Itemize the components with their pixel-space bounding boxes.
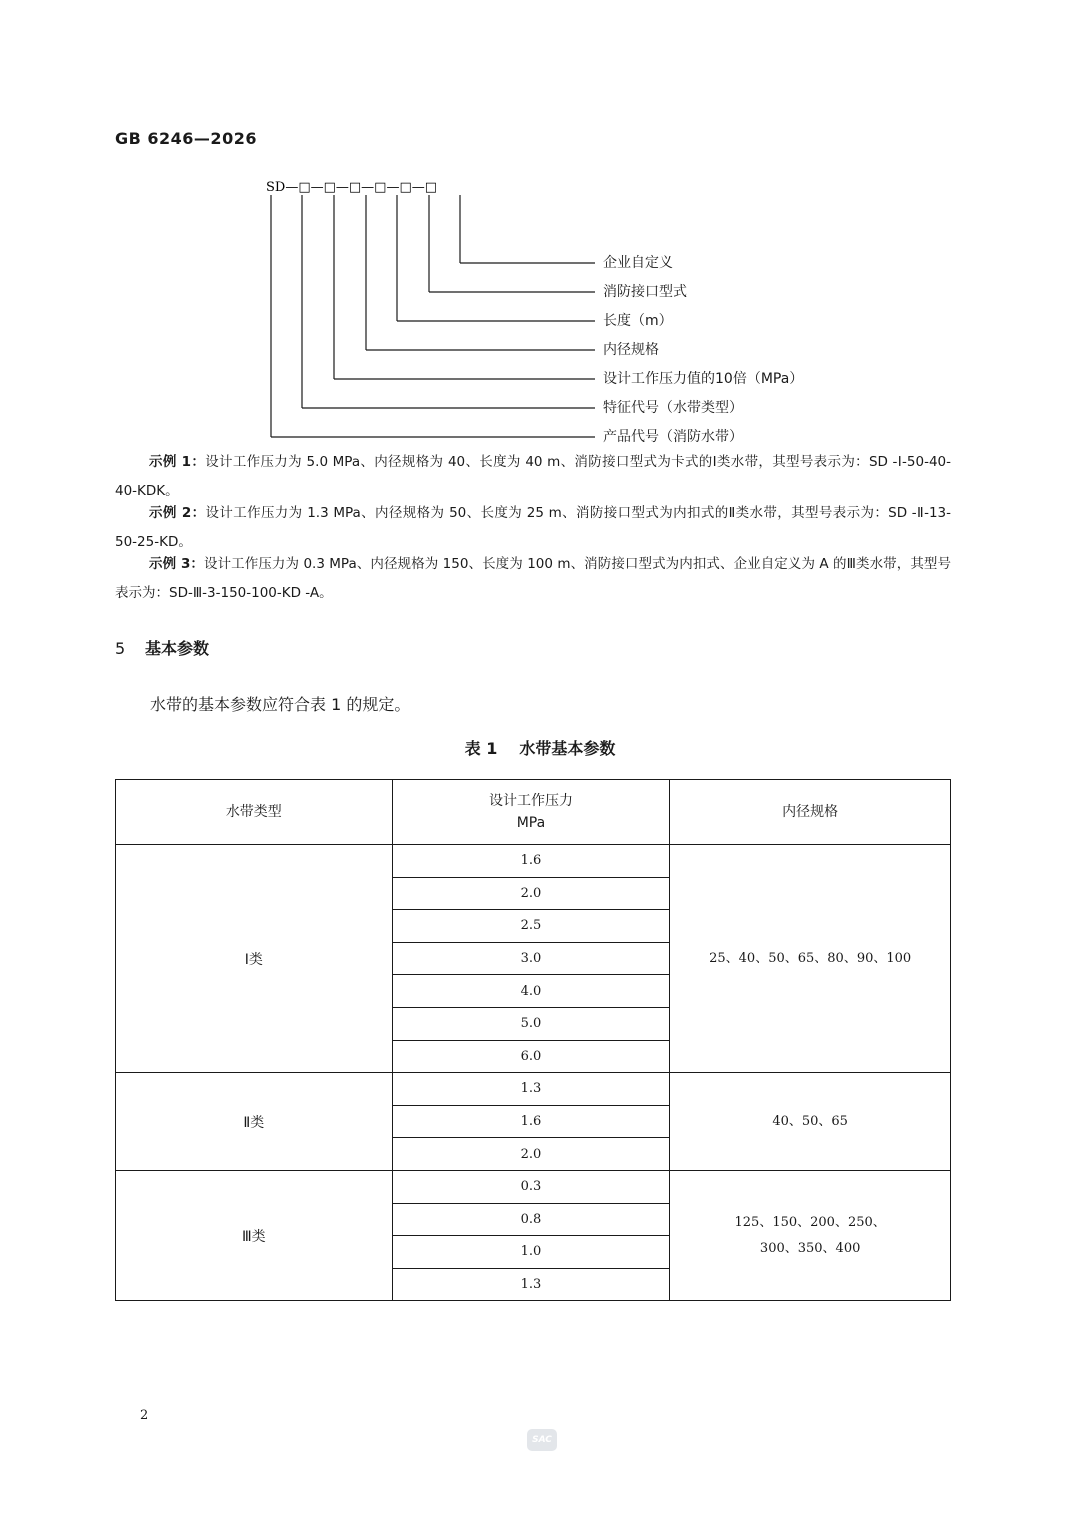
header-type: 水带类型 (116, 780, 393, 845)
standard-number: GB 6246—2026 (115, 129, 257, 148)
header-pressure (392, 780, 670, 845)
table-row (116, 1073, 951, 1106)
example-2 (115, 499, 951, 557)
cell-pressure: 0.8 (392, 1203, 670, 1236)
example-1-lead: 示例 1： (149, 454, 206, 470)
cell-pressure: 1.3 (392, 1073, 670, 1106)
sac-logo: SAC (527, 1429, 557, 1451)
cell-pressure: 2.0 (392, 1138, 670, 1171)
diameter-line: 125、150、200、250、 (734, 1214, 886, 1230)
example-2-lead: 示例 2： (149, 505, 206, 521)
example-1 (115, 448, 951, 506)
section-intro: 水带的基本参数应符合表 1 的规定。 (150, 695, 411, 714)
cell-pressure: 2.0 (392, 877, 670, 910)
cell-diameter (670, 1170, 951, 1300)
cell-pressure: 3.0 (392, 942, 670, 975)
table-caption-title: 水带基本参数 (519, 739, 616, 758)
page-number: 2 (140, 1408, 149, 1423)
table-body (116, 845, 951, 1301)
example-3-lead: 示例 3： (149, 556, 204, 572)
table-row (116, 845, 951, 878)
label-pressure: 设计工作压力值的10倍（MPa） (603, 371, 804, 387)
example-2-text: 设计工作压力为 1.3 MPa、内径规格为 50、长度为 25 m、消防接口型式为内扣式的Ⅱ类水带，其型号表示为：SD -Ⅱ-13-50-25-KD。 (115, 505, 951, 550)
cell-pressure: 4.0 (392, 975, 670, 1008)
diameter-line: 25、40、50、65、80、90、100 (709, 950, 912, 966)
cell-hose-type: Ⅰ类 (116, 845, 393, 1073)
cell-pressure: 5.0 (392, 1007, 670, 1040)
model-code-text: SD—□—□—□—□—□—□ (266, 180, 438, 195)
cell-pressure: 1.0 (392, 1236, 670, 1269)
label-length: 长度（m） (603, 313, 673, 329)
table-row (116, 1170, 951, 1203)
label-product: 产品代号（消防水带） (603, 429, 743, 445)
diameter-line: 300、350、400 (759, 1240, 861, 1256)
cell-pressure: 6.0 (392, 1040, 670, 1073)
parameters-table (115, 779, 951, 1301)
cell-pressure: 0.3 (392, 1170, 670, 1203)
label-diameter: 内径规格 (603, 342, 659, 358)
diameter-line: 40、50、65 (772, 1113, 848, 1129)
table-caption (0, 736, 1080, 759)
example-3-text: 设计工作压力为 0.3 MPa、内径规格为 150、长度为 100 m、消防接口型式为内扣式、企业自定义为 A 的Ⅲ类水带，其型号表示为：SD-Ⅲ-3-150-100-KD -A。 (115, 556, 951, 601)
example-1-text: 设计工作压力为 5.0 MPa、内径规格为 40、长度为 40 m、消防接口型式为卡式的Ⅰ类水带，其型号表示为：SD -Ⅰ-50-40-40-KDK。 (115, 454, 952, 499)
label-interface: 消防接口型式 (603, 284, 687, 300)
section-title: 基本参数 (145, 639, 210, 658)
cell-pressure: 2.5 (392, 910, 670, 943)
model-code-diagram (0, 0, 1080, 460)
model-code-leaders (271, 195, 595, 437)
example-3 (115, 550, 951, 608)
cell-pressure: 1.6 (392, 1105, 670, 1138)
header-pressure-label: 设计工作压力 (488, 793, 573, 809)
label-type: 特征代号（水带类型） (603, 400, 743, 416)
section-heading (115, 636, 209, 659)
label-custom: 企业自定义 (603, 255, 673, 271)
header-pressure-unit: MPa (516, 815, 546, 831)
cell-pressure: 1.6 (392, 845, 670, 878)
cell-hose-type: Ⅲ类 (116, 1170, 393, 1300)
cell-diameter (670, 1073, 951, 1171)
header-diameter: 内径规格 (670, 780, 951, 845)
cell-pressure: 1.3 (392, 1268, 670, 1301)
cell-hose-type: Ⅱ类 (116, 1073, 393, 1171)
section-number: 5 (115, 639, 126, 658)
table-header-row (116, 780, 951, 845)
cell-diameter (670, 845, 951, 1073)
table-caption-number: 表 1 (464, 739, 498, 758)
